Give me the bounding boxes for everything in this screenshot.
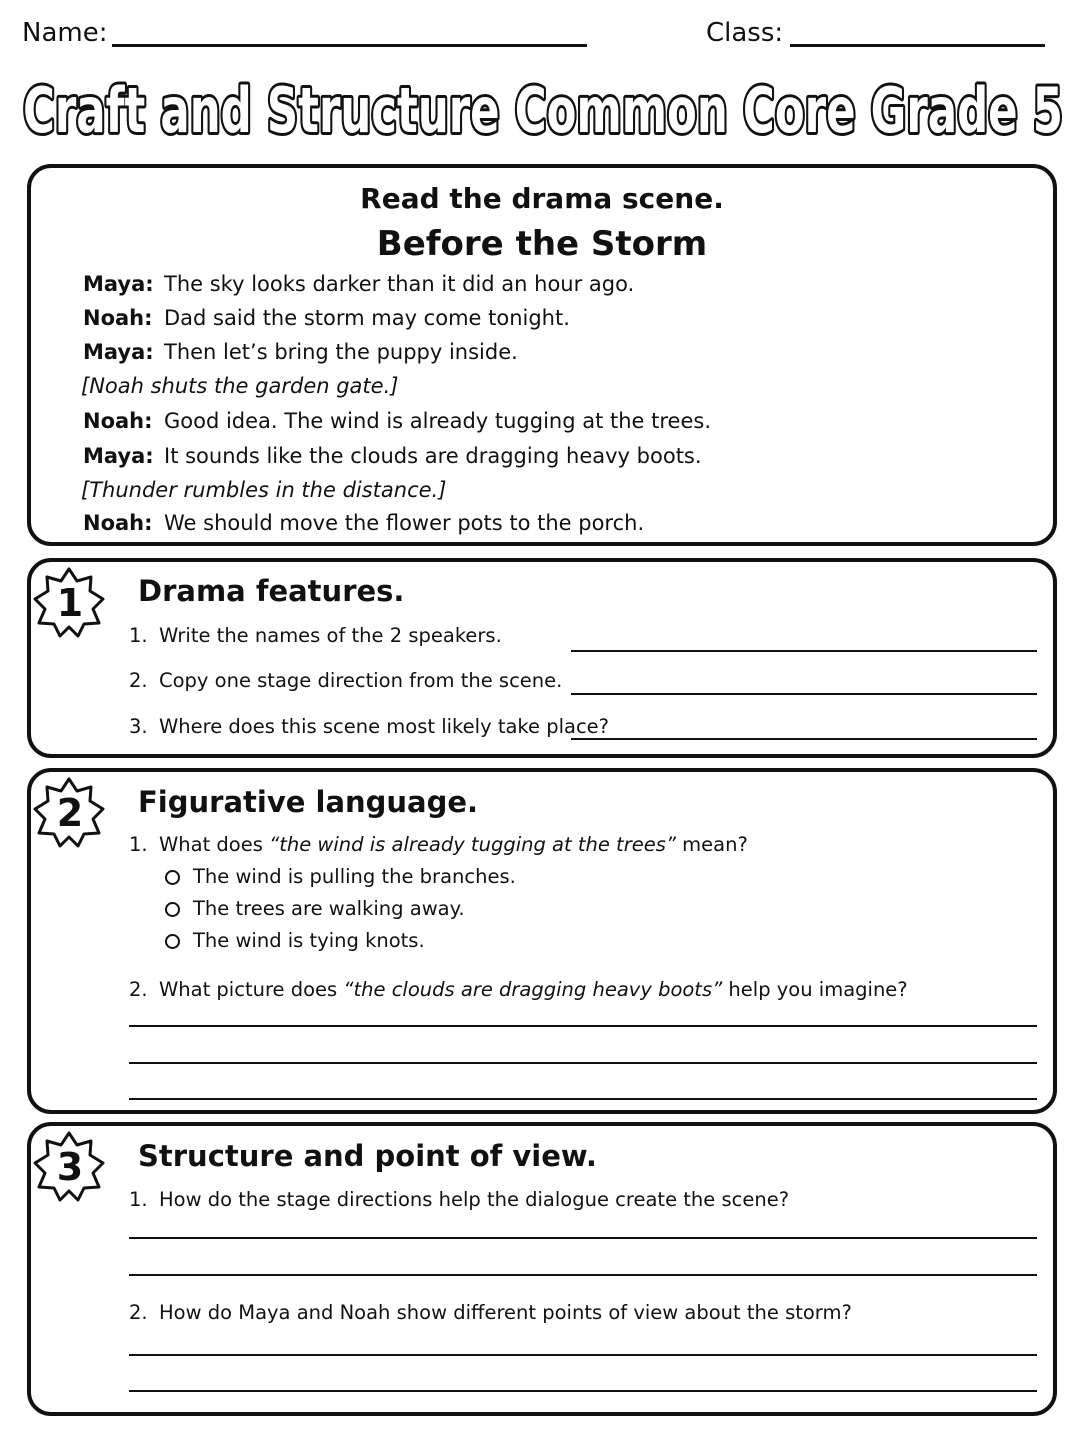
question-item [129, 715, 609, 738]
question-number: 2. [129, 669, 148, 692]
question-text: help you imagine? [722, 978, 908, 1001]
dialogue-text: It sounds like the clouds are dragging heavy boots. [164, 444, 702, 468]
name-label: Name: [22, 18, 108, 48]
dialogue-line [83, 444, 702, 468]
question-text: Write the names of the 2 speakers. [159, 624, 502, 647]
question-item [129, 624, 502, 647]
passage-instruction: Read the drama scene. [360, 182, 724, 215]
scene-title: Before the Storm [376, 224, 708, 264]
question-number: 1. [129, 833, 148, 856]
question-item [129, 1188, 789, 1211]
dialogue-text: The sky looks darker than it did an hour ago. [164, 272, 635, 296]
dialogue-line [83, 409, 711, 433]
dialogue-line [83, 306, 570, 330]
dialogue-text: We should move the flower pots to the porch. [164, 511, 645, 535]
question-number: 1. [129, 1188, 148, 1211]
section-number: 3 [56, 1145, 84, 1189]
dialogue-line [83, 340, 518, 364]
question-text: mean? [675, 833, 748, 856]
speaker-name: Maya: [83, 444, 154, 468]
question-number: 3. [129, 715, 148, 738]
section-title: Structure and point of view. [138, 1139, 597, 1173]
question-text: Where does this scene most likely take place? [159, 715, 610, 738]
question-item [129, 978, 908, 1001]
answer-line[interactable] [129, 1274, 1037, 1276]
answer-line[interactable] [129, 1354, 1037, 1356]
stage-direction: [Noah shuts the garden gate.] [81, 374, 399, 398]
speaker-name: Noah: [83, 511, 153, 535]
question-item [129, 833, 748, 856]
section-2-box [27, 768, 1057, 1114]
question-item [129, 1301, 852, 1324]
choice-label: The wind is tying knots. [193, 929, 425, 952]
question-text: How do Maya and Noah show different points of view about the storm? [159, 1301, 852, 1324]
question-number: 1. [129, 624, 148, 647]
section-number: 2 [56, 791, 84, 835]
question-quote: “the clouds are dragging heavy boots” [343, 978, 723, 1001]
question-text: Copy one stage direction from the scene. [159, 669, 563, 692]
section-3-box [27, 1122, 1057, 1416]
passage-box [27, 164, 1057, 546]
title-text: Craft and Structure Common Core Grade 5 [23, 74, 1063, 147]
choice-option[interactable] [165, 897, 465, 920]
worksheet-title [18, 62, 1068, 152]
starburst-number-1-icon [33, 566, 105, 638]
answer-line[interactable] [129, 1025, 1037, 1027]
question-number: 2. [129, 978, 148, 1001]
name-field[interactable] [112, 44, 587, 47]
question-item [129, 669, 562, 692]
question-text: How do the stage directions help the dialogue create the scene? [159, 1188, 790, 1211]
dialogue-line [83, 511, 644, 535]
choice-label: The trees are walking away. [193, 897, 465, 920]
class-field[interactable] [790, 44, 1045, 47]
dialogue-text: Then let’s bring the puppy inside. [164, 340, 518, 364]
question-quote: “the wind is already tugging at the trees” [269, 833, 676, 856]
answer-line[interactable] [571, 693, 1037, 695]
starburst-number-3-icon [33, 1130, 105, 1202]
speaker-name: Noah: [83, 409, 153, 433]
answer-line[interactable] [129, 1098, 1037, 1100]
choice-option[interactable] [165, 929, 425, 952]
dialogue-line [83, 272, 634, 296]
class-label: Class: [706, 18, 784, 48]
answer-line[interactable] [571, 738, 1037, 740]
answer-line[interactable] [571, 650, 1037, 652]
section-number: 1 [56, 581, 84, 625]
dialogue-text: Good idea. The wind is already tugging at the trees. [164, 409, 712, 433]
radio-circle-icon[interactable] [165, 902, 180, 917]
answer-line[interactable] [129, 1062, 1037, 1064]
speaker-name: Noah: [83, 306, 153, 330]
question-text: What does [159, 833, 270, 856]
speaker-name: Maya: [83, 272, 154, 296]
speaker-name: Maya: [83, 340, 154, 364]
section-title: Figurative language. [138, 785, 479, 819]
section-title: Drama features. [138, 574, 405, 608]
answer-line[interactable] [129, 1390, 1037, 1392]
radio-circle-icon[interactable] [165, 934, 180, 949]
answer-line[interactable] [129, 1237, 1037, 1239]
choice-label: The wind is pulling the branches. [193, 865, 516, 888]
radio-circle-icon[interactable] [165, 870, 180, 885]
section-1-box [27, 558, 1057, 758]
choice-option[interactable] [165, 865, 516, 888]
stage-direction: [Thunder rumbles in the distance.] [81, 478, 447, 502]
question-text: What picture does [159, 978, 344, 1001]
dialogue-text: Dad said the storm may come tonight. [164, 306, 570, 330]
starburst-number-2-icon [33, 776, 105, 848]
question-number: 2. [129, 1301, 148, 1324]
